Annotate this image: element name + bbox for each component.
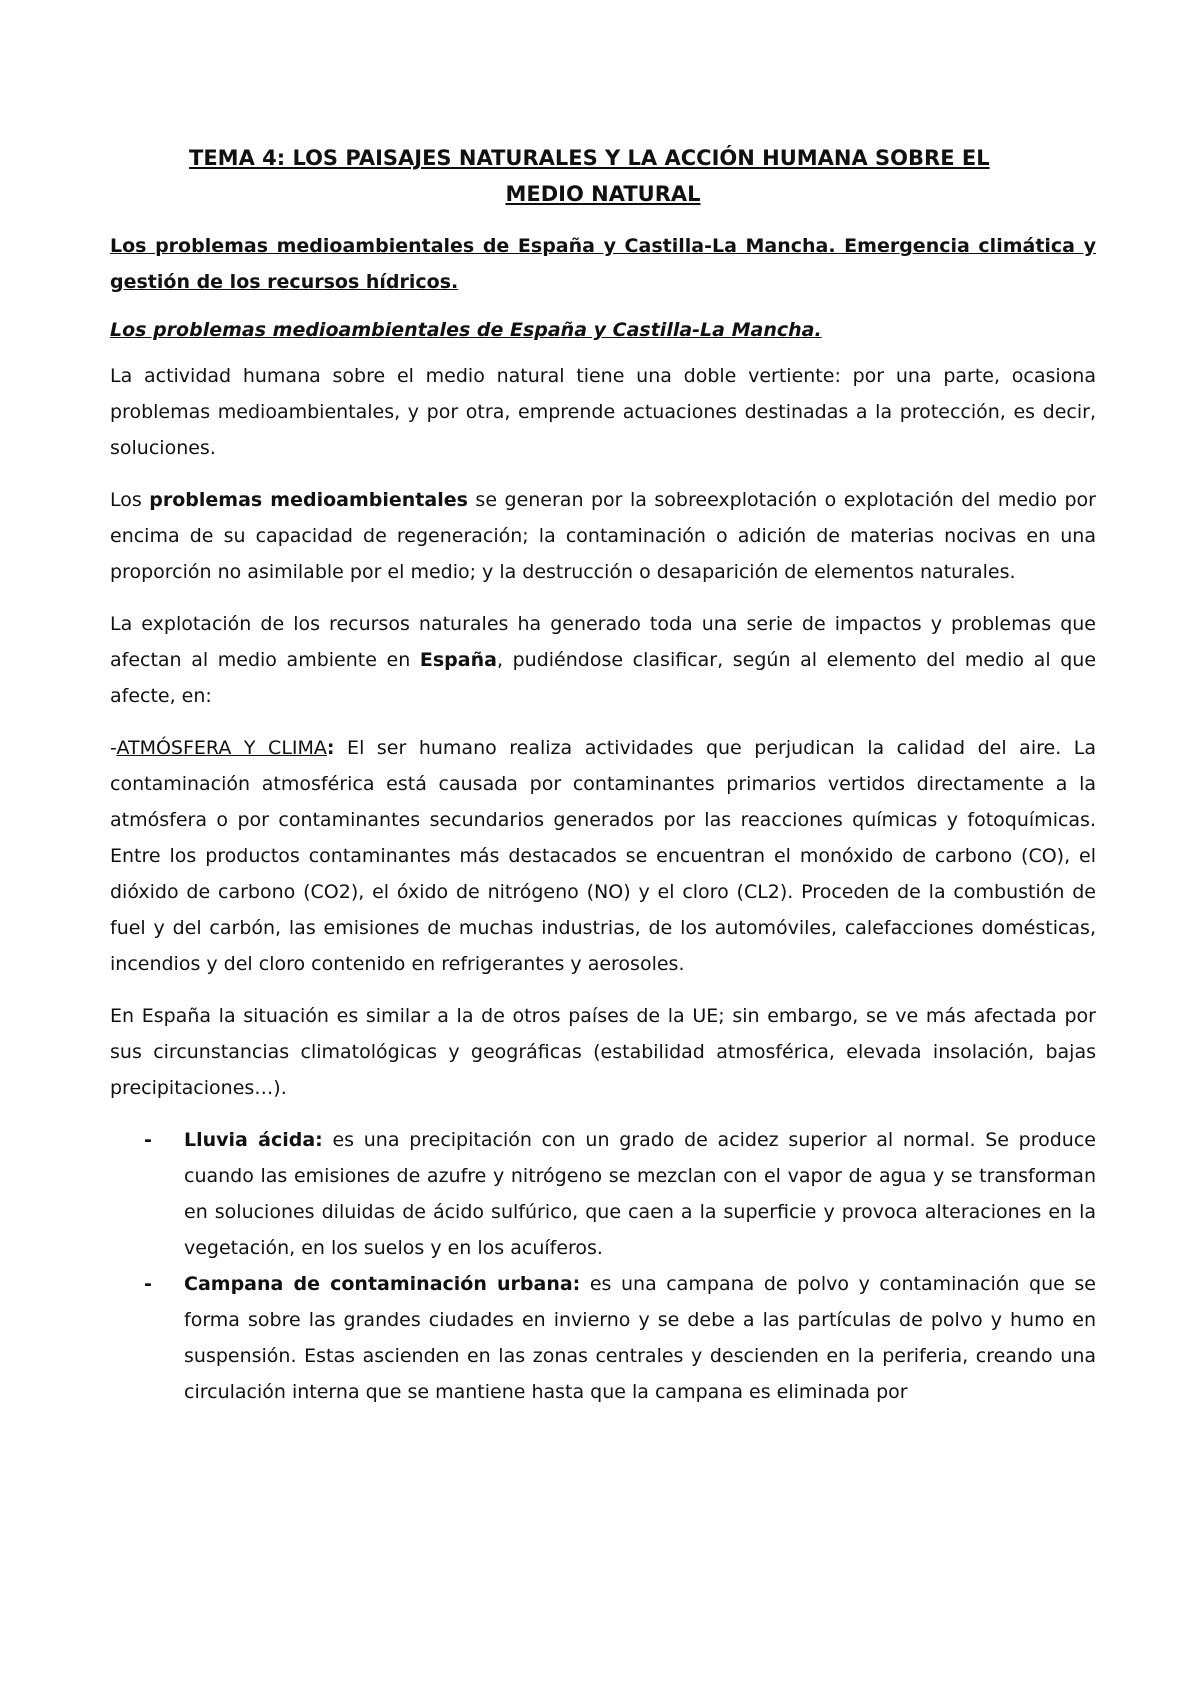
title-line-2: MEDIO NATURAL [505,182,701,206]
atmosphere-text: El ser humano realiza actividades que perjudican la calidad del aire. La contaminación atmosférica está causada por contaminantes primarios vertidos directamente a la atmósfera o por contaminantes secundarios generados por las reacciones químicas y fotoquímicas. Entre los productos contaminantes más destacados se encuentran el monóxido de carbono (CO), el dióxido de carbono (CO2), el óxido de nitrógeno (NO) y el cloro (CL2). Proceden de la combustión de fuel y del carbón, las emisiones de muchas industrias, de los automóviles, calefacciones domésticas, incendios y del cloro contenido en refrigerantes y aerosoles. [110,737,1097,975]
bullet-list [110,1122,1096,1410]
paragraph-spain [110,606,1096,714]
bullet-text: es una precipitación con un grado de acidez superior al normal. Se produce cuando las emisiones de azufre y nitrógeno se mezclan con el vapor de agua y se transforman en soluciones diluidas de ácido sulfúrico, que caen a la superficie y provoca alteraciones en la vegetación, en los suelos y en los acuíferos. [184,1129,1096,1259]
title-line-1: TEMA 4: LOS PAISAJES NATURALES Y LA ACCIÓN HUMANA SOBRE EL [189,146,990,170]
atmosphere-label: ATMÓSFERA Y CLIMA [116,737,327,759]
atmosphere-colon: : [326,737,335,759]
list-item [110,1266,1096,1410]
bullet-text: es una campana de polvo y contaminación que se forma sobre las grandes ciudades en invierno y se debe a las partículas de polvo y humo en suspensión. Estas ascienden en las zonas centrales y descienden en la periferia, creando una circulación interna que se mantiene hasta que la campana es eliminada por [184,1273,1096,1403]
paragraph-atmosphere [110,730,1096,982]
section-heading: Los problemas medioambientales de España y Castilla-La Mancha. Emergencia climática y gestión de los recursos hídricos. [110,235,1096,293]
paragraph-spain-situation: En España la situación es similar a la de otros países de la UE; sin embargo, se ve más afectada por sus circunstancias climatológicas y geográficas (estabilidad atmosférica, elevada insolación, bajas precipitaciones…). [110,1005,1096,1099]
bullet-dash: - [144,1129,152,1151]
paragraph-spain-post: , pudiéndose clasificar, según al elemento del medio al que afecte, en: [110,649,1097,707]
paragraph-intro: La actividad humana sobre el medio natural tiene una doble vertiente: por una parte, ocasiona problemas medioambientales, y por otra, emprende actuaciones destinadas a la protección, es decir, soluciones. [110,365,1096,459]
atmosphere-dash: - [110,737,117,759]
bullet-term: Campana de contaminación urbana: [184,1273,581,1295]
paragraph-problems-pre: Los [110,489,150,511]
bullet-dash: - [144,1273,152,1295]
document-page [110,140,1096,1410]
bullet-term: Lluvia ácida: [184,1129,323,1151]
paragraph-spain-pre: La explotación de los recursos naturales ha generado toda una serie de impactos y problemas que afectan al medio ambiente en [110,613,1096,671]
list-item [110,1122,1096,1266]
paragraph-problems [110,482,1096,590]
paragraph-spain-bold: España [419,649,497,671]
section-subheading: Los problemas medioambientales de España y Castilla-La Mancha. [110,319,822,341]
paragraph-problems-post: se generan por la sobreexplotación o explotación del medio por encima de su capacidad de regeneración; la contaminación o adición de materias nocivas en una proporción no asimilable por el medio; y la destrucción o desaparición de elementos naturales. [110,489,1096,583]
document-title [110,140,1096,212]
paragraph-problems-bold: problemas medioambientales [149,489,468,511]
